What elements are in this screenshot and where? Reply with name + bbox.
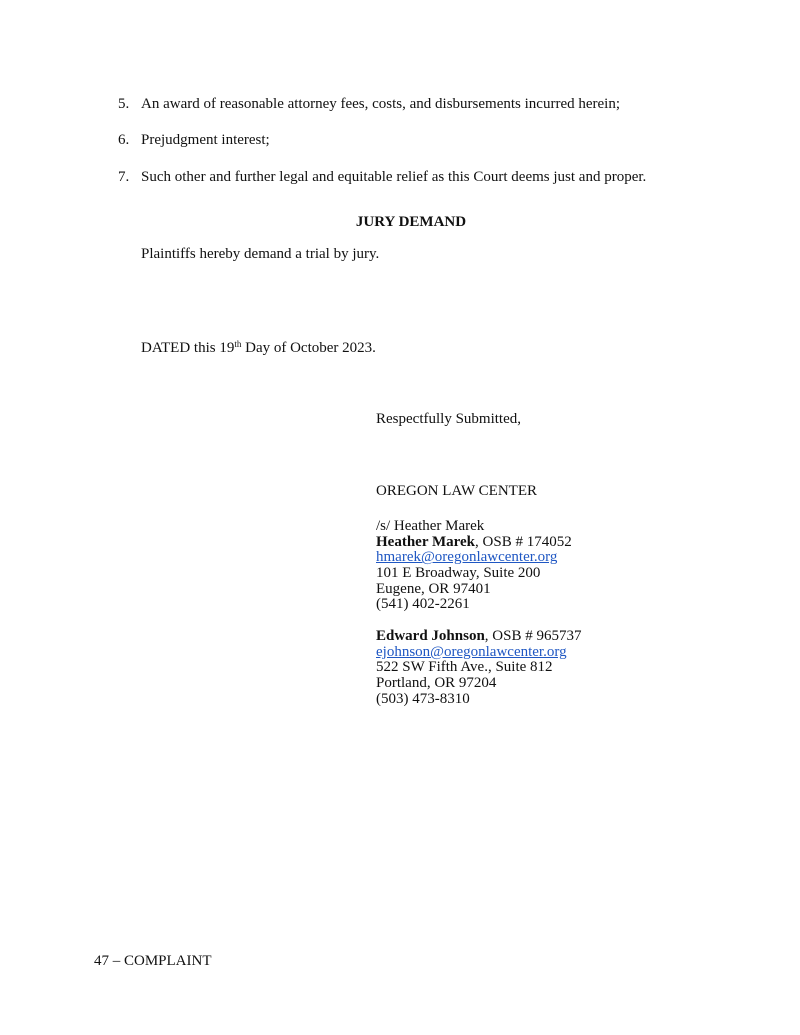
relief-item-6: [0, 132, 800, 148]
attorney-address-line2: Eugene, OR 97401: [376, 580, 491, 597]
relief-item-number: 5.: [118, 96, 130, 112]
firm-name: OREGON LAW CENTER: [376, 483, 538, 499]
attorney-address-line1: 101 E Broadway, Suite 200: [376, 565, 541, 582]
attorney-address-line1: 522 SW Fifth Ave., Suite 812: [376, 659, 553, 676]
attorney-email-link[interactable]: ejohnson@oregonlawcenter.org: [376, 643, 567, 660]
relief-item-5: [0, 96, 800, 112]
relief-item-number: 6.: [118, 132, 130, 148]
attorney-phone: (541) 402-2261: [376, 596, 470, 613]
dated-line: [141, 340, 376, 356]
attorney-name: Heather Marek: [376, 533, 476, 550]
relief-item-text: Such other and further legal and equitable relief as this Court deems just and proper.: [141, 169, 647, 185]
relief-item-text: An award of reasonable attorney fees, costs, and disbursements incurred herein;: [141, 96, 620, 112]
signature-block-johnson: [376, 629, 581, 707]
closing-text: Respectfully Submitted,: [376, 411, 521, 427]
signature-block-marek: [376, 519, 572, 613]
attorney-bar-number: , OSB # 174052: [475, 533, 572, 550]
relief-item-number: 7.: [118, 169, 130, 185]
attorney-email-link[interactable]: hmarek@oregonlawcenter.org: [376, 549, 558, 566]
attorney-name: Edward Johnson: [376, 628, 485, 644]
signature-line: /s/ Heather Marek: [376, 518, 485, 534]
dated-superscript: th: [234, 339, 242, 349]
attorney-bar-number: , OSB # 965737: [484, 628, 582, 644]
attorney-name-line: [376, 535, 572, 551]
dated-suffix: Day of October 2023.: [241, 340, 376, 356]
relief-item-text: Prejudgment interest;: [141, 132, 270, 148]
jury-demand-text: Plaintiffs hereby demand a trial by jury.: [141, 246, 380, 262]
dated-prefix: DATED this 19: [141, 340, 235, 356]
attorney-name-line: [376, 629, 581, 645]
relief-item-7: [0, 169, 800, 185]
jury-demand-heading: JURY DEMAND: [355, 214, 467, 230]
page-footer: 47 – COMPLAINT: [94, 953, 212, 969]
attorney-phone: (503) 473-8310: [376, 690, 470, 707]
attorney-address-line2: Portland, OR 97204: [376, 675, 497, 692]
